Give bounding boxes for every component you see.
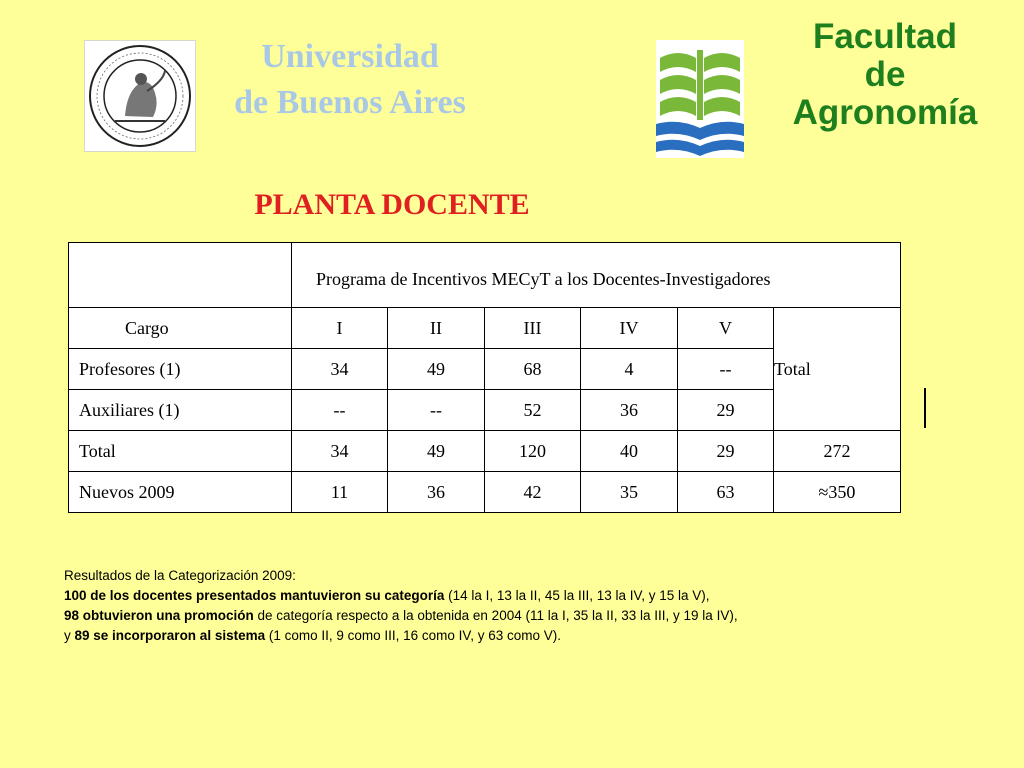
category-header-iii: III xyxy=(485,308,581,349)
cell-value: 34 xyxy=(292,349,388,390)
cell-value: -- xyxy=(292,390,388,431)
cell-value: 40 xyxy=(581,431,678,472)
cell-value: -- xyxy=(388,390,485,431)
category-header-v: V xyxy=(678,308,774,349)
cell-value: 11 xyxy=(292,472,388,513)
row-label: Nuevos 2009 xyxy=(69,472,292,513)
cell-value: 63 xyxy=(678,472,774,513)
notes-line xyxy=(64,586,964,606)
row-label: Total xyxy=(69,431,292,472)
agronomia-logo xyxy=(656,40,744,158)
notes-text: y xyxy=(64,628,75,643)
faculty-name-line2: de xyxy=(864,55,906,94)
category-header-ii: II xyxy=(388,308,485,349)
uba-seal-logo xyxy=(84,40,196,152)
category-header-iv: IV xyxy=(581,308,678,349)
row-total: ≈350 xyxy=(774,472,901,513)
total-header: Total xyxy=(774,358,811,379)
table-header-row xyxy=(69,243,901,308)
notes-line: Resultados de la Categorización 2009: xyxy=(64,568,296,583)
cell-value: 36 xyxy=(388,472,485,513)
faculty-name xyxy=(770,18,1000,132)
category-header-i: I xyxy=(292,308,388,349)
cell-value: 34 xyxy=(292,431,388,472)
total-header-cell xyxy=(774,308,901,431)
staff-table-container xyxy=(68,242,901,513)
page-title: PLANTA DOCENTE xyxy=(254,188,530,221)
faculty-name-line1: Facultad xyxy=(813,17,957,56)
cell-value: 52 xyxy=(485,390,581,431)
notes-line xyxy=(64,626,964,646)
cell-value: 68 xyxy=(485,349,581,390)
notes-bold: 89 se incorporaron al sistema xyxy=(74,628,266,643)
table-row xyxy=(69,308,901,349)
program-header-cell xyxy=(292,243,901,308)
notes-text: (1 como II, 9 como III, 16 como IV, y 63 como V). xyxy=(265,628,561,643)
cell-value: 42 xyxy=(485,472,581,513)
table-corner-cell xyxy=(69,243,292,308)
cell-value: 35 xyxy=(581,472,678,513)
cell-value: 29 xyxy=(678,390,774,431)
divider xyxy=(924,388,926,428)
row-label: Profesores (1) xyxy=(69,349,292,390)
university-name-line1: Universidad xyxy=(261,38,439,75)
row-label: Auxiliares (1) xyxy=(69,390,292,431)
notes-text: (14 la I, 13 la II, 45 la III, 13 la IV, y 15 la V), xyxy=(444,588,710,603)
cell-value: 29 xyxy=(678,431,774,472)
cell-value: 4 xyxy=(581,349,678,390)
row-total: 272 xyxy=(774,431,901,472)
cargo-header: Cargo xyxy=(69,308,292,349)
categorization-notes xyxy=(64,566,964,646)
notes-text: de categoría respecto a la obtenida en 2004 (11 la I, 35 la II, 33 la III, y 19 la IV), xyxy=(253,608,738,623)
staff-table xyxy=(68,242,901,513)
cell-value: -- xyxy=(678,349,774,390)
university-name xyxy=(200,34,500,126)
notes-bold: 100 de los docentes presentados mantuvieron su categoría xyxy=(64,588,445,603)
table-row xyxy=(69,431,901,472)
faculty-name-line3: Agronomía xyxy=(792,93,978,132)
cell-value: 49 xyxy=(388,431,485,472)
cell-value: 36 xyxy=(581,390,678,431)
notes-bold: 98 obtuvieron una promoción xyxy=(64,608,254,623)
table-row xyxy=(69,472,901,513)
notes-line xyxy=(64,606,964,626)
university-name-line2: de Buenos Aires xyxy=(234,84,466,121)
cell-value: 49 xyxy=(388,349,485,390)
cell-value: 120 xyxy=(485,431,581,472)
program-header-text: Programa de Incentivos MECyT a los Docentes-Investigadores xyxy=(316,269,771,289)
